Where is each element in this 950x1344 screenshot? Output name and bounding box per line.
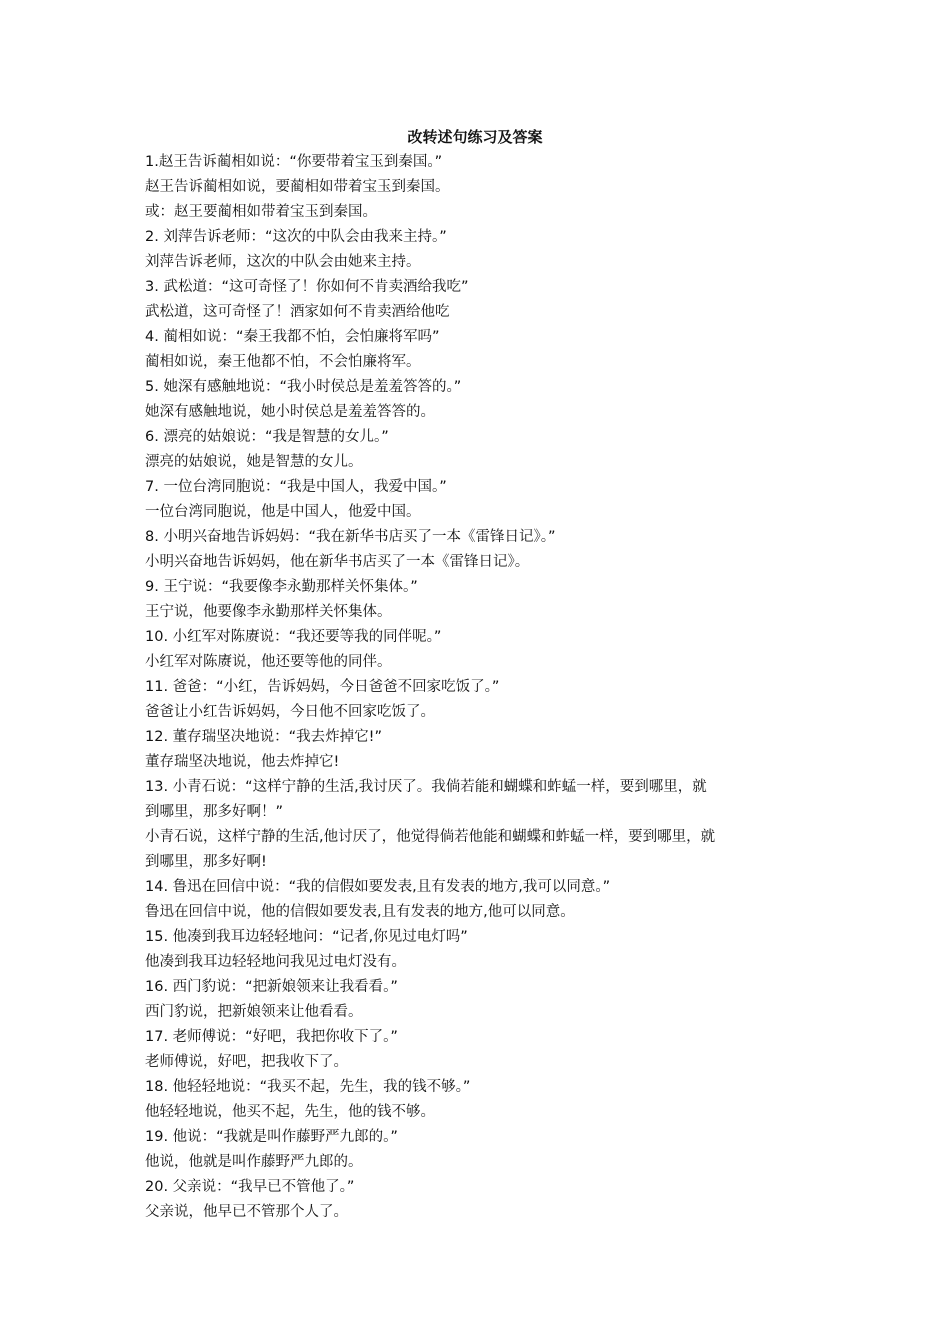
document-line: 16. 西门豹说：“把新娘领来让我看看。” xyxy=(145,979,398,995)
document-line: 刘萍告诉老师，这次的中队会由她来主持。 xyxy=(145,254,421,270)
document-line: 17. 老师傅说：“好吧，我把你收下了。” xyxy=(145,1029,398,1045)
document-line: 董存瑞坚决地说，他去炸掉它! xyxy=(145,754,340,770)
document-line: 他说，他就是叫作藤野严九郎的。 xyxy=(145,1154,363,1170)
document-line: 10. 小红军对陈赓说：“我还要等我的同伴呢。” xyxy=(145,629,442,645)
document-line: 12. 董存瑞坚决地说：“我去炸掉它!” xyxy=(145,729,383,745)
document-line: 8. 小明兴奋地告诉妈妈：“我在新华书店买了一本《雷锋日记》。” xyxy=(145,529,556,545)
document-line: 11. 爸爸：“小红，告诉妈妈，今日爸爸不回家吃饭了。” xyxy=(145,679,500,695)
document-line: 2. 刘萍告诉老师：“这次的中队会由我来主持。” xyxy=(145,229,447,245)
document-line: 西门豹说，把新娘领来让他看看。 xyxy=(145,1004,363,1020)
document-line: 鲁迅在回信中说，他的信假如要发表,且有发表的地方,他可以同意。 xyxy=(145,904,575,920)
document-line: 4. 蔺相如说：“秦王我都不怕，会怕廉将军吗” xyxy=(145,329,440,345)
document-line: 19. 他说：“我就是叫作藤野严九郎的。” xyxy=(145,1129,398,1145)
document-line: 漂亮的姑娘说，她是智慧的女儿。 xyxy=(145,454,363,470)
document-line: 3. 武松道：“这可奇怪了！你如何不肯卖酒给我吃” xyxy=(145,279,469,295)
document-line: 到哪里，那多好啊! xyxy=(145,854,267,870)
document-line: 蔺相如说，秦王他都不怕，不会怕廉将军。 xyxy=(145,354,421,370)
document-line: 5. 她深有感触地说：“我小时侯总是羞羞答答的。” xyxy=(145,379,462,395)
document-line: 15. 他凑到我耳边轻轻地问：“记者,你见过电灯吗” xyxy=(145,929,468,945)
document-line: 14. 鲁迅在回信中说：“我的信假如要发表,且有发表的地方,我可以同意。” xyxy=(145,879,611,895)
document-title: 改转述句练习及答案 xyxy=(407,128,543,146)
document-line: 爸爸让小红告诉妈妈，今日他不回家吃饭了。 xyxy=(145,704,435,720)
document-line: 小青石说，这样宁静的生活,他讨厌了，他觉得倘若他能和蝴蝶和蚱蜢一样，要到哪里，就 xyxy=(145,829,716,845)
document-line: 13. 小青石说：“这样宁静的生活,我讨厌了。我倘若能和蝴蝶和蚱蜢一样，要到哪里，就 xyxy=(145,779,707,795)
document-line: 武松道，这可奇怪了！酒家如何不肯卖酒给他吃 xyxy=(145,304,450,320)
document-line: 她深有感触地说，她小时侯总是羞羞答答的。 xyxy=(145,404,435,420)
document-line: 18. 他轻轻地说：“我买不起，先生，我的钱不够。” xyxy=(145,1079,471,1095)
document-line: 他凑到我耳边轻轻地问我见过电灯没有。 xyxy=(145,954,406,970)
document-body xyxy=(145,150,810,1225)
document-line: 20. 父亲说：“我早已不管他了。” xyxy=(145,1179,355,1195)
document-line: 7. 一位台湾同胞说：“我是中国人，我爱中国。” xyxy=(145,479,447,495)
document-line: 到哪里，那多好啊！” xyxy=(145,804,284,820)
document-line: 小红军对陈赓说，他还要等他的同伴。 xyxy=(145,654,392,670)
document-line: 老师傅说，好吧，把我收下了。 xyxy=(145,1054,348,1070)
document-line: 小明兴奋地告诉妈妈，他在新华书店买了一本《雷锋日记》。 xyxy=(145,554,530,570)
document-line: 赵王告诉蔺相如说，要蔺相如带着宝玉到秦国。 xyxy=(145,179,450,195)
document-line: 9. 王宁说：“我要像李永勤那样关怀集体。” xyxy=(145,579,418,595)
document-line: 6. 漂亮的姑娘说：“我是智慧的女儿。” xyxy=(145,429,389,445)
document-line: 一位台湾同胞说，他是中国人，他爱中国。 xyxy=(145,504,421,520)
document-line: 或：赵王要蔺相如带着宝玉到秦国。 xyxy=(145,204,377,220)
document-line: 王宁说，他要像李永勤那样关怀集体。 xyxy=(145,604,392,620)
document-line: 1.赵王告诉蔺相如说：“你要带着宝玉到秦国。” xyxy=(145,154,443,170)
document-line: 父亲说，他早已不管那个人了。 xyxy=(145,1204,348,1220)
document-line: 他轻轻地说，他买不起，先生，他的钱不够。 xyxy=(145,1104,435,1120)
